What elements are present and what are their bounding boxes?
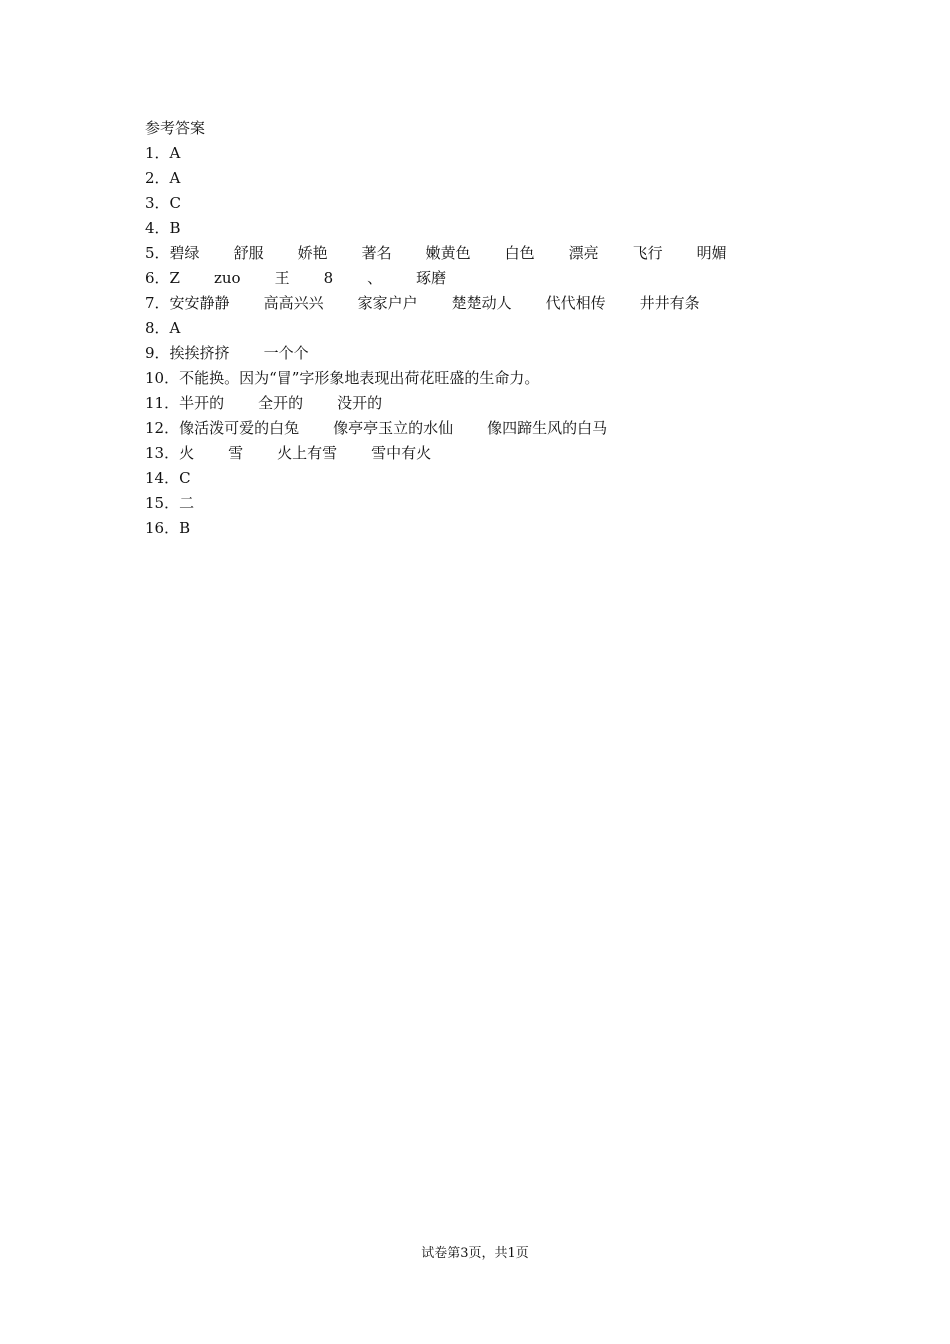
answer-text: 漂亮 <box>568 244 599 262</box>
answer-text: C <box>179 469 191 487</box>
answer-text: 楚楚动人 <box>451 294 512 312</box>
answer-text: 挨挨挤挤 <box>169 344 230 362</box>
answer-number: 10． <box>145 369 180 387</box>
answer-text: 明媚 <box>696 244 727 262</box>
answer-row-1 <box>145 141 845 166</box>
answer-row-14 <box>145 466 845 491</box>
answer-text: 雪 <box>228 444 244 462</box>
answer-row-3 <box>145 191 845 216</box>
answer-text: 白色 <box>504 244 535 262</box>
answer-text: 像亭亭玉立的水仙 <box>333 419 454 437</box>
answer-text: A <box>169 144 181 162</box>
answer-text: 碧绿 <box>169 244 200 262</box>
answer-text: B <box>179 519 191 537</box>
answer-row-5 <box>145 241 845 266</box>
answer-row-6 <box>145 266 845 291</box>
answer-number: 4． <box>145 219 170 237</box>
answer-number: 13． <box>145 444 180 462</box>
answer-text: 安安静静 <box>169 294 230 312</box>
answer-row-4 <box>145 216 845 241</box>
answer-heading: 参考答案 <box>145 119 206 137</box>
answer-text: 王 <box>274 269 290 287</box>
answer-text: 代代相传 <box>545 294 606 312</box>
answer-text: 火 <box>179 444 195 462</box>
answer-row-9 <box>145 341 845 366</box>
answer-number: 14． <box>145 469 180 487</box>
page-footer: 试卷第3页，共1页 <box>421 1246 529 1261</box>
answer-row-8 <box>145 316 845 341</box>
answer-text: 飞行 <box>632 244 663 262</box>
answer-text: 像四蹄生风的白马 <box>487 419 608 437</box>
answer-text: 不能换。因为“冒”字形象地表现出荷花旺盛的生命力。 <box>179 369 540 387</box>
answer-number: 11． <box>145 394 180 412</box>
answer-list <box>145 141 845 541</box>
answer-section <box>145 116 845 541</box>
answer-text: 雪中有火 <box>371 444 432 462</box>
answer-text: 8 <box>323 269 334 287</box>
answer-number: 16． <box>145 519 180 537</box>
answer-text: 高高兴兴 <box>263 294 324 312</box>
answer-row-15 <box>145 491 845 516</box>
answer-number: 2． <box>145 169 170 187</box>
answer-text: 半开的 <box>179 394 225 412</box>
answer-row-2 <box>145 166 845 191</box>
answer-row-16 <box>145 516 845 541</box>
answer-text: B <box>169 219 181 237</box>
answer-row-13 <box>145 441 845 466</box>
answer-text: A <box>169 319 181 337</box>
answer-number: 12． <box>145 419 180 437</box>
answer-text: 火上有雪 <box>277 444 338 462</box>
answer-number: 7． <box>145 294 170 312</box>
answer-text: zuo <box>213 269 241 287</box>
answer-number: 1． <box>145 144 170 162</box>
answer-text: 二 <box>179 494 195 512</box>
answer-text: C <box>169 194 182 212</box>
answer-row-12 <box>145 416 845 441</box>
answer-text: 家家户户 <box>357 294 418 312</box>
answer-text: 舒服 <box>233 244 264 262</box>
answer-number: 8． <box>145 319 170 337</box>
answer-row-7 <box>145 291 845 316</box>
answer-number: 9． <box>145 344 170 362</box>
answer-text: Z <box>169 269 180 287</box>
answer-text: 嫩黄色 <box>425 244 471 262</box>
answer-text: A <box>169 169 181 187</box>
answer-text: 琢磨 <box>416 269 447 287</box>
answer-text: 一个个 <box>263 344 309 362</box>
answer-text: 娇艳 <box>297 244 328 262</box>
answer-number: 15． <box>145 494 180 512</box>
answer-number: 3． <box>145 194 170 212</box>
answer-text: 全开的 <box>258 394 304 412</box>
answer-text: 没开的 <box>337 394 383 412</box>
answer-text: 著名 <box>361 244 392 262</box>
answer-number: 6． <box>145 269 170 287</box>
answer-number: 5． <box>145 244 170 262</box>
answer-text: 像活泼可爱的白兔 <box>179 419 300 437</box>
answer-row-11 <box>145 391 845 416</box>
answer-text: 、 <box>367 269 383 287</box>
answer-row-10 <box>145 366 845 391</box>
answer-text: 井井有条 <box>639 294 700 312</box>
